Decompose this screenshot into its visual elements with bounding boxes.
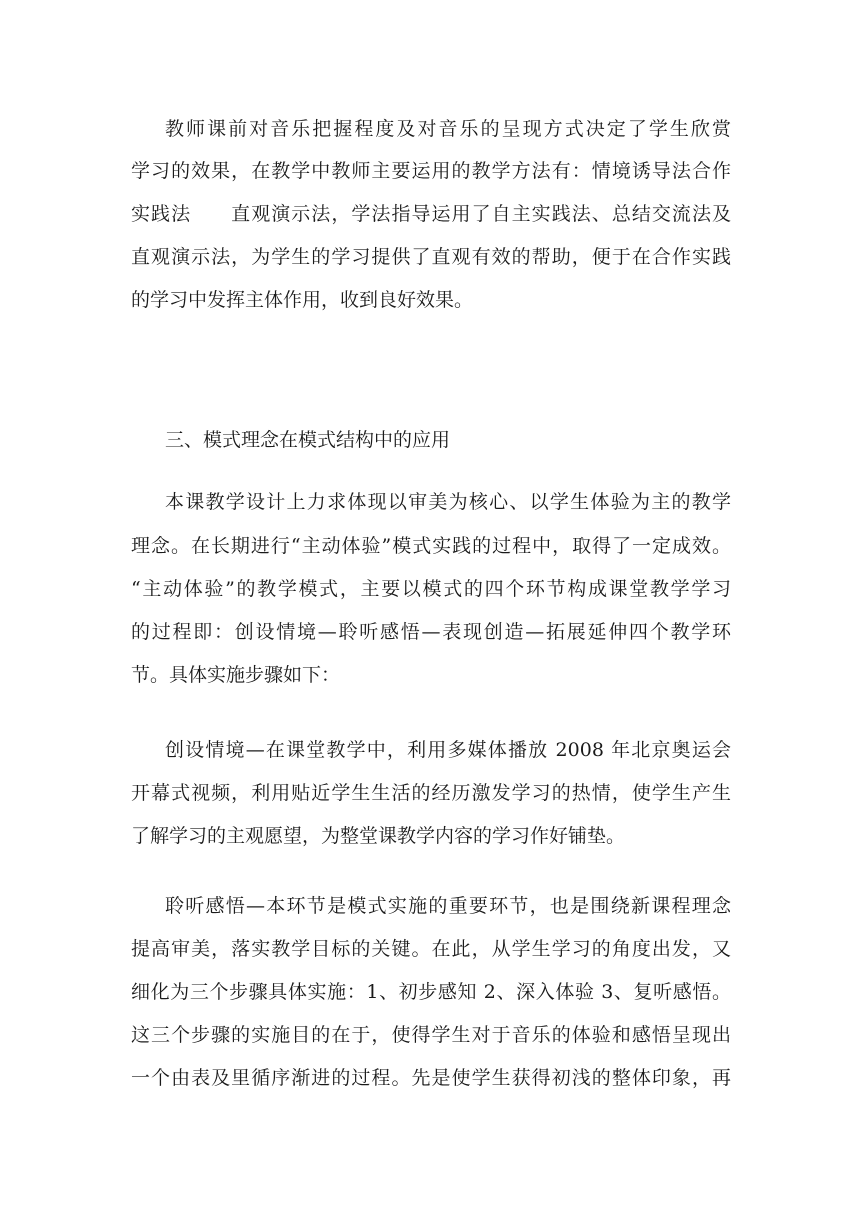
paragraph-1-line-3: 实践法 直观演示法，学法指导运用了自主实践法、总结交流法及	[131, 203, 731, 225]
paragraph-4-line-3: 细化为三个步骤具体实施：1、初步感知 2、深入体验 3、复听感悟。	[131, 981, 731, 1003]
paragraph-3-line-2: 开幕式视频，利用贴近学生生活的经历激发学习的热情，使学生产生	[131, 782, 731, 804]
paragraph-2-line-3: “主动体验”的教学模式，主要以模式的四个环节构成课堂教学学习	[131, 578, 731, 600]
paragraph-4-line-4: 这三个步骤的实施目的在于，使得学生对于音乐的体验和感悟呈现出	[131, 1024, 731, 1046]
paragraph-3-line-1: 创设情境—在课堂教学中，利用多媒体播放 2008 年北京奥运会	[165, 739, 731, 761]
paragraph-1-line-1: 教师课前对音乐把握程度及对音乐的呈现方式决定了学生欣赏	[165, 118, 731, 140]
paragraph-2-line-5: 节。具体实施步骤如下：	[131, 664, 341, 686]
paragraph-1-line-2: 学习的效果，在教学中教师主要运用的教学方法有：情境诱导法合作	[131, 160, 731, 182]
paragraph-1-line-4: 直观演示法，为学生的学习提供了直观有效的帮助，便于在合作实践	[131, 246, 731, 268]
paragraph-4-line-2: 提高审美，落实教学目标的关键。在此，从学生学习的角度出发，又	[131, 938, 731, 960]
paragraph-2-line-1: 本课教学设计上力求体现以审美为核心、以学生体验为主的教学	[165, 491, 731, 513]
paragraph-1-line-5: 的学习中发挥主体作用，收到良好效果。	[131, 289, 474, 311]
paragraph-4-line-5: 一个由表及里循序渐进的过程。先是使学生获得初浅的整体印象，再	[131, 1067, 731, 1089]
paragraph-4-line-1: 聆听感悟—本环节是模式实施的重要环节，也是围绕新课程理念	[165, 895, 731, 917]
section-heading: 三、模式理念在模式结构中的应用	[165, 429, 451, 451]
paragraph-3-line-3: 了解学习的主观愿望，为整堂课教学内容的学习作好铺垫。	[131, 825, 626, 847]
paragraph-2-line-2: 理念。在长期进行“主动体验”模式实践的过程中，取得了一定成效。	[131, 535, 731, 557]
paragraph-2-line-4: 的过程即：创设情境—聆听感悟—表现创造—拓展延伸四个教学环	[131, 621, 731, 643]
